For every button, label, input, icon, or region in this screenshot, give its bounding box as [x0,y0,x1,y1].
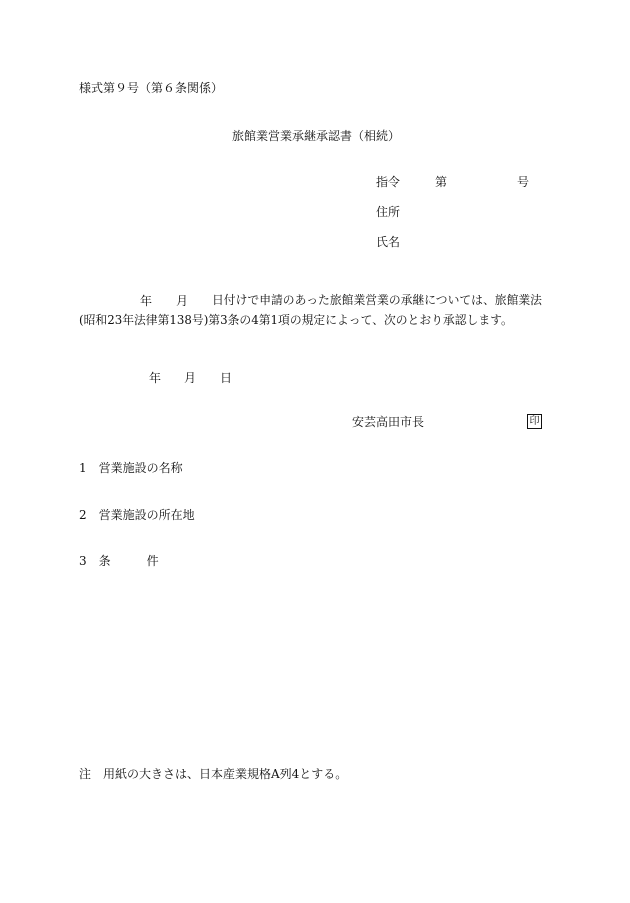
body-year-label: 年 [140,294,153,308]
list-item-facility-name: 1 営業施設の名称 [79,461,183,475]
document-title: 旅館業営業承継承認書（相続） [232,129,401,143]
address-label: 住所 [376,205,401,219]
name-label: 氏名 [376,235,401,249]
date-year-label: 年 [149,371,162,385]
go-label: 号 [517,175,530,189]
footnote: 注 用紙の大きさは、日本産業規格A列4とする。 [79,767,348,781]
shirei-label: 指令 [376,175,401,189]
list-item-conditions: 3 条 件 [79,554,159,568]
date-day-label: 日 [220,371,233,385]
dai-label: 第 [435,175,448,189]
seal-mark: 印 [527,414,542,429]
date-month-label: 月 [184,371,197,385]
body-line-2: (昭和23年法律第138号)第3条の4第1項の規定によって、次のとおり承認します。 [79,313,513,327]
form-number: 様式第９号（第６条関係） [79,81,224,95]
issuer-name: 安芸高田市長 [352,415,425,429]
body-month-label: 月 [176,294,189,308]
body-line-1: 日付けで申請のあった旅館業営業の承継については、旅館業法 [212,293,542,307]
list-item-facility-location: 2 営業施設の所在地 [79,508,195,522]
